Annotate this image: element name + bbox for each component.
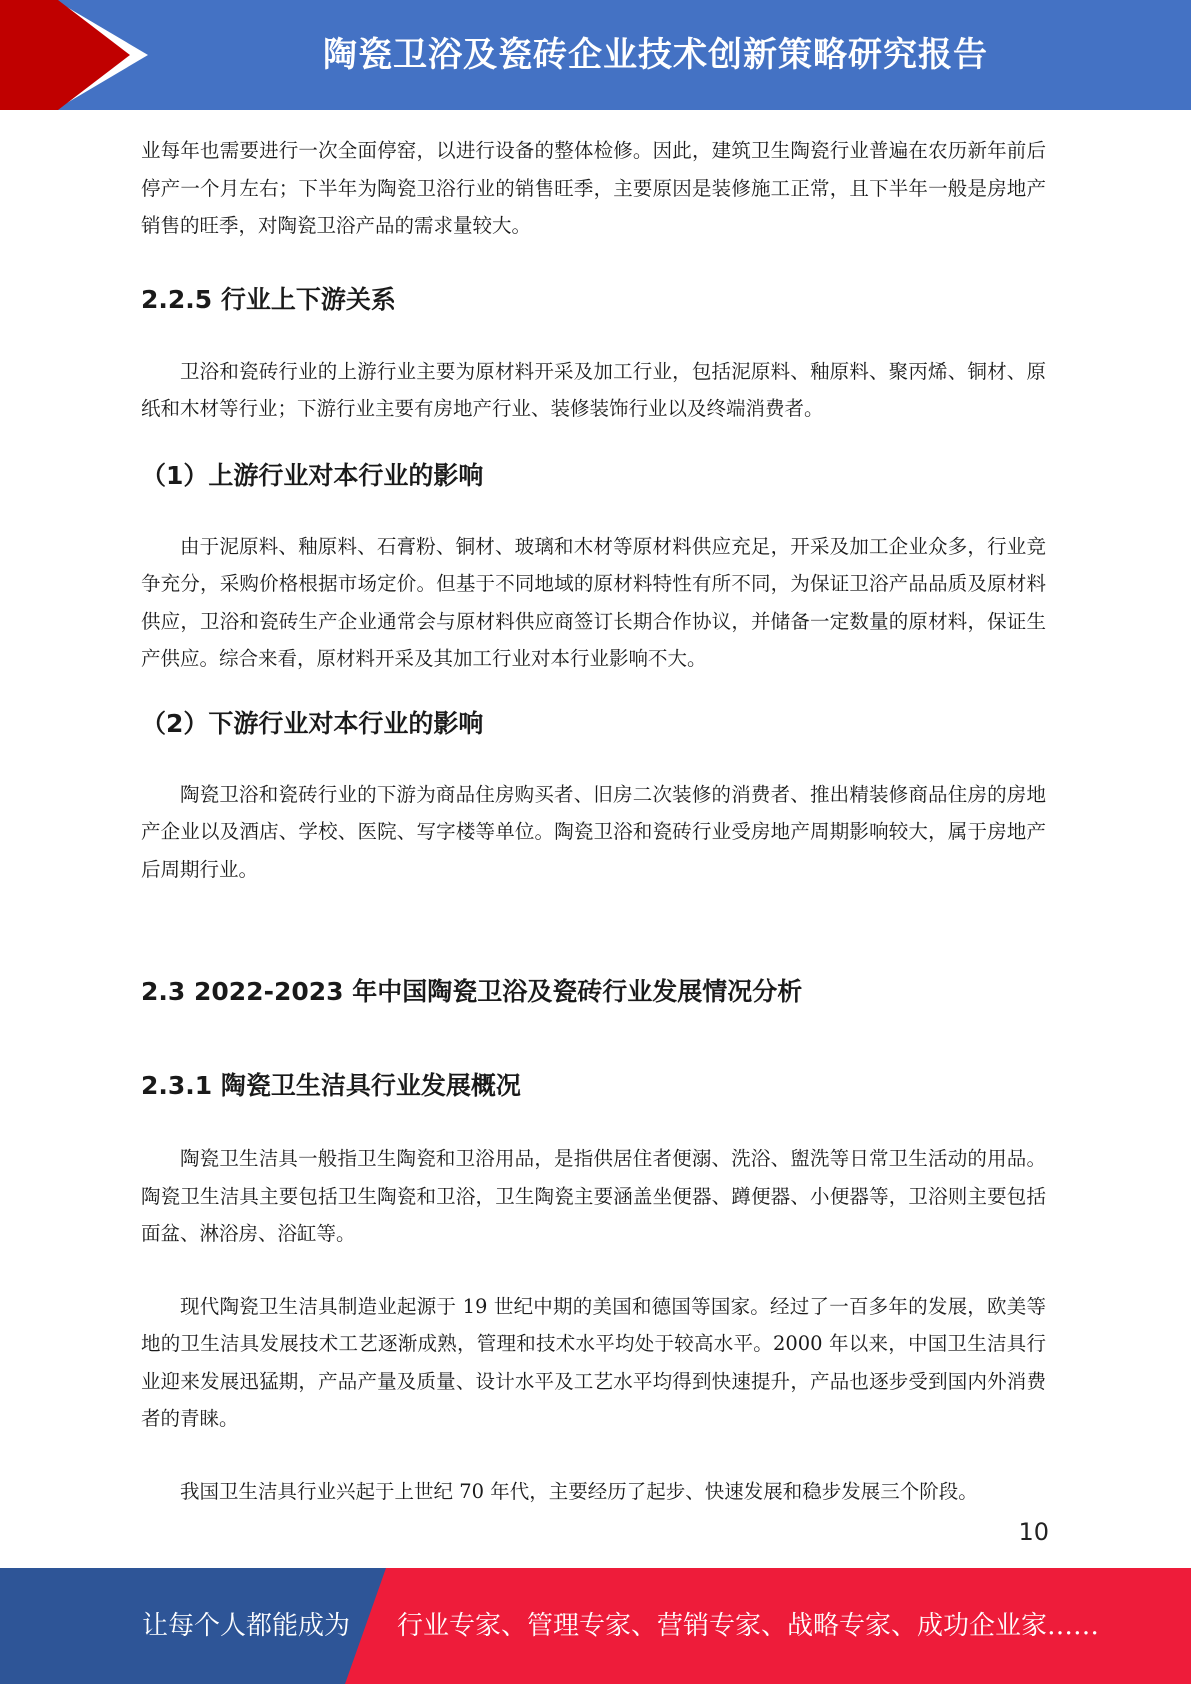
- footer-banner: [0, 1568, 1191, 1684]
- paragraph-upstream-impact: 由于泥原料、釉原料、石膏粉、铜材、玻璃和木材等原材料供应充足，开采及加工企业众多，行业竞争充分，采购价格根据市场定价。但基于不同地域的原材料特性有所不同，为保证卫浴产品品质及原材料供应，卫浴和瓷砖生产企业通常会与原材料供应商签订长期合作协议，并储备一定数量的原材料，保证生产供应。综合来看，原材料开采及其加工行业对本行业影响不大。: [141, 534, 1046, 670]
- footer-slogan-left: 让每个人都能成为: [142, 1611, 351, 1641]
- paragraph-upstream-downstream: 卫浴和瓷砖行业的上游行业主要为原材料开采及加工行业，包括泥原料、釉原料、聚丙烯、铜材、原纸和木材等行业；下游行业主要有房地产行业、装修装饰行业以及终端消费者。: [141, 359, 1046, 420]
- paragraph-industry-history: 现代陶瓷卫生洁具制造业起源于 19 世纪中期的美国和德国等国家。经过了一百多年的发展，欧美等地的卫生洁具发展技术工艺逐渐成熟，管理和技术水平均处于较高水平。2000 年以来，中国卫生洁具行业迎来发展迅猛期，产品产量及质量、设计水平及工艺水平均得到快速提升，产品也逐步受到国内外消费者的青睐。: [141, 1294, 1046, 1430]
- section-heading-2-3-1: 2.3.1 陶瓷卫生洁具行业发展概况: [141, 1071, 521, 1100]
- header-banner: [0, 0, 1191, 110]
- report-title: 陶瓷卫浴及瓷砖企业技术创新策略研究报告: [323, 35, 988, 75]
- page-number: 10: [1018, 1518, 1049, 1546]
- subheading-downstream-impact: （2）下游行业对本行业的影响: [141, 708, 484, 738]
- paragraph-downstream-impact: 陶瓷卫浴和瓷砖行业的下游为商品住房购买者、旧房二次装修的消费者、推出精装修商品住房的房地产企业以及酒店、学校、医院、写字楼等单位。陶瓷卫浴和瓷砖行业受房地产周期影响较大，属于房地产后周期行业。: [141, 782, 1046, 881]
- page-body: [141, 132, 1046, 1510]
- paragraph-continuation: 业每年也需要进行一次全面停窑，以进行设备的整体检修。因此，建筑卫生陶瓷行业普遍在农历新年前后停产一个月左右；下半年为陶瓷卫浴行业的销售旺季，主要原因是装修施工正常，且下半年一般是房地产销售的旺季，对陶瓷卫浴产品的需求量较大。: [141, 139, 1046, 237]
- section-heading-2-2-5: 2.2.5 行业上下游关系: [141, 284, 396, 314]
- subheading-upstream-impact: （1）上游行业对本行业的影响: [141, 460, 484, 490]
- header-arrow-decoration: [0, 0, 180, 110]
- section-heading-2-3: 2.3 2022-2023 年中国陶瓷卫浴及瓷砖行业发展情况分析: [141, 977, 803, 1006]
- paragraph-domestic-stages: 我国卫生洁具行业兴起于上世纪 70 年代，主要经历了起步、快速发展和稳步发展三个阶段。: [180, 1479, 978, 1503]
- footer-slogan-right: 行业专家、管理专家、营销专家、战略专家、成功企业家……: [397, 1611, 1100, 1641]
- paragraph-sanitary-definition: 陶瓷卫生洁具一般指卫生陶瓷和卫浴用品，是指供居住者便溺、洗浴、盥洗等日常卫生活动的用品。陶瓷卫生洁具主要包括卫生陶瓷和卫浴，卫生陶瓷主要涵盖坐便器、蹲便器、小便器等，卫浴则主要包括面盆、淋浴房、浴缸等。: [141, 1147, 1046, 1245]
